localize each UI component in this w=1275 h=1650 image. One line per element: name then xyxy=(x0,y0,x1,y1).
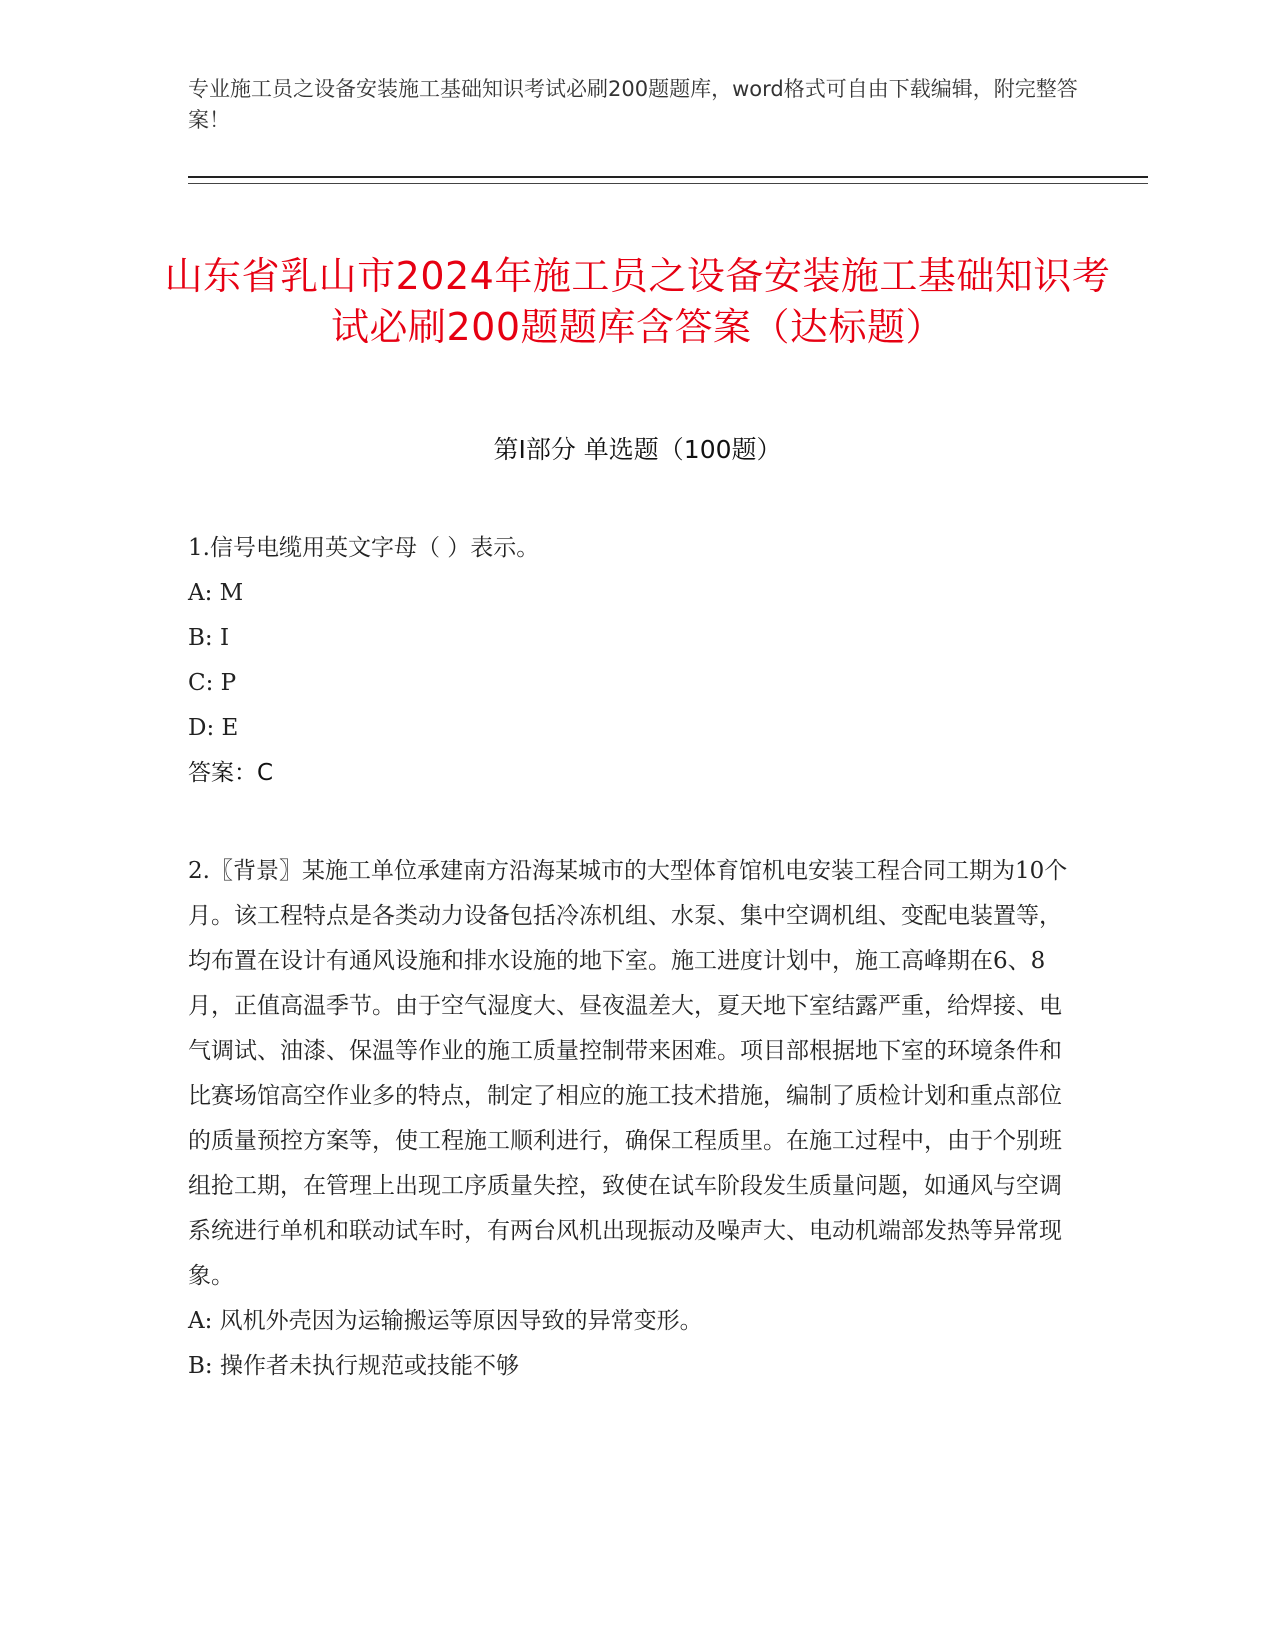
header-divider-thin xyxy=(188,183,1148,184)
question-stem: 2.〖背景〗某施工单位承建南方沿海某城市的大型体育馆机电安装工程合同工期为10个月。该工程特点是各类动力设备包括冷冻机组、水泵、集中空调机组、变配电装置等，均布置在设计有通风设施和排水设施的地下室。施工进度计划中，施工高峰期在6、8月，正值高温季节。由于空气湿度大、昼夜温差大，夏天地下室结露严重，给焊接、电气调试、油漆、保温等作业的施工质量控制带来困难。项目部根据地下室的环境条件和比赛场馆高空作业多的特点，制定了相应的施工技术措施，编制了质检计划和重点部位的质量预控方案等，使工程施工顺利进行，确保工程质里。在施工过程中，由于个别班组抢工期，在管理上出现工序质量失控，致使在试车阶段发生质量问题，如通风与空调系统进行单机和联动试车时，有两台风机出现振动及噪声大、电动机端部发热等异常现象。 xyxy=(188,858,1068,1289)
question-option-b: B: I xyxy=(188,625,230,651)
document-title: 山东省乳山市2024年施工员之设备安装施工基础知识考试必刷200题题库含答案（达标题） xyxy=(164,254,1111,350)
question-item xyxy=(188,849,1068,1389)
header-note: 专业施工员之设备安装施工基础知识考试必刷200题题库，word格式可自由下载编辑，附完整答案！ xyxy=(188,77,1078,132)
question-item xyxy=(188,526,1068,796)
question-list xyxy=(188,526,1068,1389)
header-divider-thick xyxy=(188,176,1148,178)
section-heading: 第Ⅰ部分 单选题（100题） xyxy=(493,435,782,464)
question-option-d: D: E xyxy=(188,715,239,741)
question-option-a: A: M xyxy=(188,580,244,606)
question-option-a: A: 风机外壳因为运输搬运等原因导致的异常变形。 xyxy=(188,1308,703,1334)
question-option-c: C: P xyxy=(188,670,237,696)
question-stem: 1.信号电缆用英文字母（ ）表示。 xyxy=(188,535,540,561)
question-spacer xyxy=(188,796,1068,849)
question-answer: 答案：C xyxy=(188,760,274,786)
question-option-b: B: 操作者未执行规范或技能不够 xyxy=(188,1353,519,1379)
